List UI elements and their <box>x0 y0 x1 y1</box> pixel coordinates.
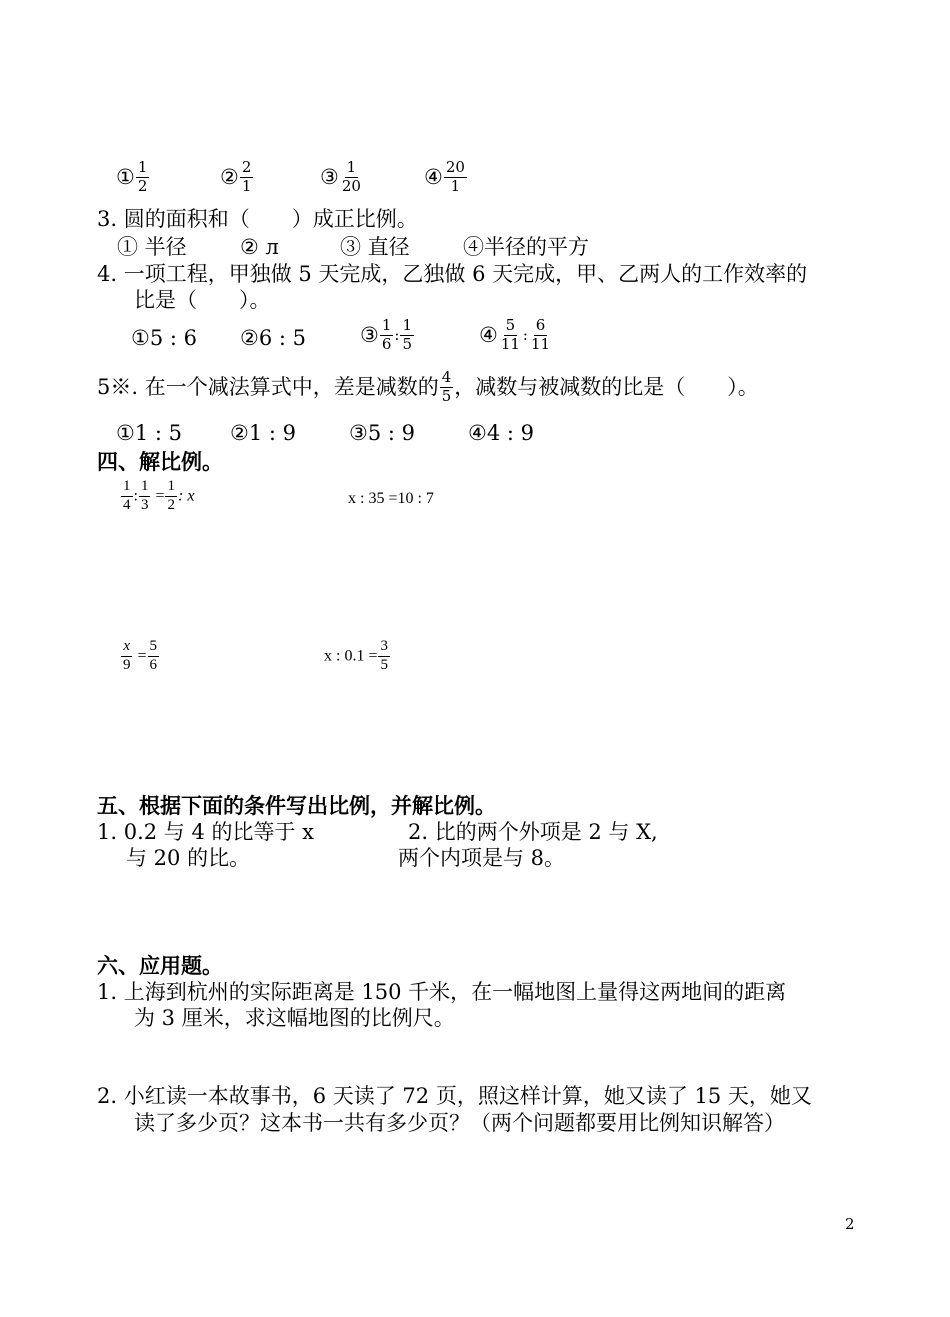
fraction: $\frac{1}{6}$ <box>381 316 392 353</box>
fraction: $\frac{1}{5}$ <box>402 316 412 353</box>
fraction: $\frac{x}{9}$ <box>123 638 131 673</box>
q2-option-4: ④ $\frac{20}{1}$ <box>424 158 465 195</box>
fraction: $\frac{5}{11}$ <box>500 316 520 353</box>
section-5-item-2-line1: 2. 比的两个外项是 2 与 X, <box>408 820 658 844</box>
problem-2-line1: 2. 小红读一本故事书，6 天读了 72 页，照这样计算，她又读了 15 天，她又 <box>97 1084 812 1108</box>
problem-1-line1: 1. 上海到杭州的实际距离是 150 千米，在一幅地图上量得这两地间的距离 <box>97 980 787 1004</box>
fraction: $\frac{20}{1}$ <box>445 158 465 195</box>
q2-option-3: ③ $\frac{1}{20}$ <box>320 158 361 195</box>
fraction: $\frac{1}{20}$ <box>341 158 361 195</box>
fraction: $\frac{1}{3}$ <box>140 478 149 513</box>
fraction: $\frac{1}{4}$ <box>123 478 131 513</box>
q2-option-1: ① $\frac{1}{2}$ <box>116 158 148 195</box>
q3-stem: 3. 圆的面积和（ ）成正比例。 <box>97 207 418 231</box>
proportion-eq-2: x : 35 =10 : 7 <box>348 490 434 507</box>
section-5-item-1-line1: 1. 0.2 与 4 的比等于 x <box>97 820 315 844</box>
fraction: $\frac{4}{5}$ <box>441 368 452 405</box>
fraction: $\frac{5}{6}$ <box>149 638 158 673</box>
q5-option-4: ④4 : 9 <box>468 421 534 445</box>
fraction: $\frac{3}{5}$ <box>380 638 388 673</box>
q4-option-4: ④ $\frac{5}{11}$ : $\frac{6}{11}$ <box>479 316 551 353</box>
section-6-title: 六、应用题。 <box>97 953 223 978</box>
section-5-title: 五、根据下面的条件写出比例，并解比例。 <box>97 793 496 818</box>
q3-option-2: ② л <box>240 235 279 259</box>
page-number: 2 <box>845 1215 855 1233</box>
proportion-eq-4: x : 0.1 = $\frac{3}{5}$ <box>324 638 388 673</box>
q3-option-3: ③ 直径 <box>340 235 410 259</box>
fraction: $\frac{2}{1}$ <box>241 158 252 195</box>
section-4-title: 四、解比例。 <box>97 449 223 474</box>
section-5-item-1-line2: 与 20 的比。 <box>126 846 251 870</box>
problem-2-line2: 读了多少页？这本书一共有多少页？（两个问题都要用比例知识解答） <box>134 1111 785 1135</box>
proportion-eq-3: $\frac{x}{9}$ = $\frac{5}{6}$ <box>123 638 158 673</box>
q4-stem-line1: 4. 一项工程，甲独做 5 天完成，乙独做 6 天完成，甲、乙两人的工作效率的 <box>97 262 808 286</box>
fraction: $\frac{1}{2}$ <box>167 478 175 513</box>
q5-option-3: ③5 : 9 <box>349 421 415 445</box>
fraction: $\frac{6}{11}$ <box>530 316 551 353</box>
q4-option-1: ①5 : 6 <box>131 326 197 350</box>
q4-stem-line2: 比是（ ）。 <box>134 288 271 312</box>
proportion-eq-1: $\frac{1}{4}$ : $\frac{1}{3}$ = $\frac{1}{2}$ : x <box>123 478 195 513</box>
q4-option-3: ③ $\frac{1}{6}$ : $\frac{1}{5}$ <box>360 316 412 353</box>
section-5-item-2-line2: 两个内项是与 8。 <box>398 846 566 870</box>
q2-option-2: ② $\frac{2}{1}$ <box>220 158 252 195</box>
q5-stem: 5※. 在一个减法算式中，差是减数的 $\frac{4}{5}$ ，减数与被减数的比是（ ）。 <box>97 368 759 405</box>
q3-option-1: ① 半径 <box>117 235 187 259</box>
q3-option-4: ④半径的平方 <box>463 235 589 259</box>
q4-option-2: ②6 : 5 <box>240 326 306 350</box>
q5-option-1: ①1 : 5 <box>116 421 182 445</box>
q5-option-2: ②1 : 9 <box>230 421 296 445</box>
problem-1-line2: 为 3 厘米，求这幅地图的比例尺。 <box>134 1006 455 1030</box>
fraction: $\frac{1}{2}$ <box>137 158 148 195</box>
